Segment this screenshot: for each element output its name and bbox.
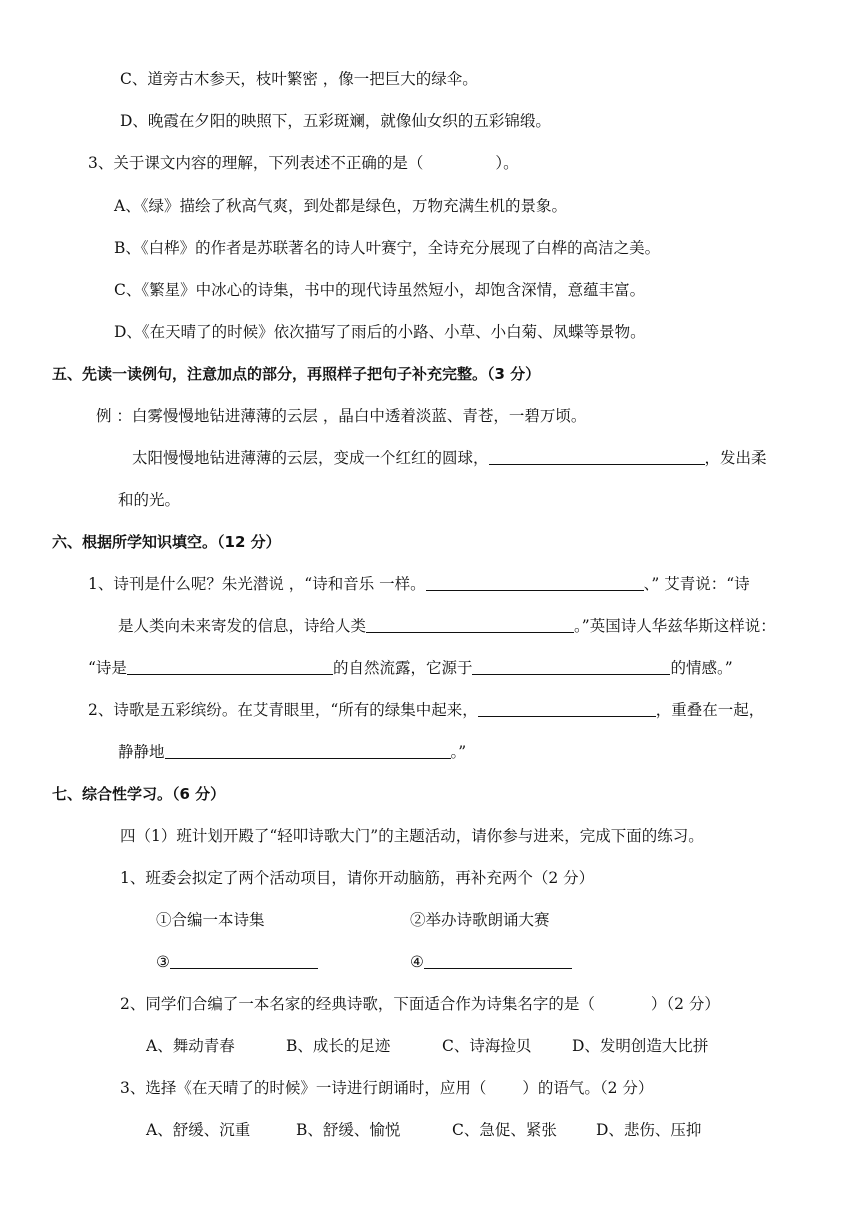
answer-blank[interactable]: [478, 700, 656, 717]
answer-blank[interactable]: [170, 952, 318, 969]
q2-option-c: C、诗海捡贝: [442, 1037, 532, 1055]
activity-option-4-label: ④: [410, 953, 424, 971]
activity-option-3: [156, 951, 318, 973]
q3b-option-d: D、悲伤、压抑: [596, 1121, 702, 1139]
section-7-q2: [120, 993, 720, 1015]
q2-option-b: B、成长的足迹: [286, 1037, 391, 1055]
question-3: [88, 152, 519, 174]
section-5-line-1-text: 太阳慢慢地钻进薄薄的云层，变成一个红红的圆球，: [132, 449, 489, 467]
section-5-line-1-end: ，发出柔: [704, 449, 767, 467]
q3b-option-b: B、舒缓、愉悦: [296, 1121, 401, 1139]
section-6-q2-end: ，重叠在一起，: [655, 701, 765, 719]
section-6-q1-line-3: [88, 657, 733, 679]
activity-option-3-label: ③: [156, 953, 170, 971]
answer-blank[interactable]: [472, 658, 670, 675]
q2-option-a: A、舞动青春: [146, 1037, 235, 1055]
option-d-line: D、晚霞在夕阳的映照下，五彩斑斓，就像仙女织的五彩锦缎。: [120, 112, 551, 130]
activity-option-4: [410, 951, 572, 973]
section-6-q1-line-3-start: “诗是: [88, 659, 127, 677]
section-6-q1-line-1: [88, 573, 750, 595]
section-6-q1-line-3-end: 的情感。”: [670, 659, 733, 677]
section-7-q3-end: ）的语气。（2 分）: [522, 1079, 654, 1097]
section-7-q3-text: 3、选择《在天晴了的时候》一诗进行朗诵时，应用（: [120, 1079, 487, 1097]
section-7-q1: 1、班委会拟定了两个活动项目，请你开动脑筋，再补充两个（2 分）: [120, 869, 595, 887]
question-3-end: ）。: [495, 154, 519, 172]
section-7-intro: 四（1）班计划开殿了“轻叩诗歌大门”的主题活动，请你参与进来，完成下面的练习。: [120, 827, 704, 845]
section-6-q1-line-2-text: 是人类向未来寄发的信息，诗给人类: [118, 617, 367, 635]
section-6-q2-line-2-end: 。”: [450, 743, 467, 761]
q3-option-c: C、《繁星》中冰心的诗集，书中的现代诗虽然短小，却饱含深情，意蕴丰富。: [114, 281, 646, 299]
section-7-q2-text: 2、同学们合编了一本名家的经典诗歌，下面适合作为诗集名字的是（: [120, 995, 595, 1013]
answer-blank[interactable]: [426, 574, 644, 591]
q3b-option-c: C、急促、紧张: [452, 1121, 557, 1139]
activity-option-2: ②举办诗歌朗诵大赛: [410, 911, 550, 929]
answer-blank[interactable]: [165, 742, 451, 759]
section-5-example: 例 ：白雾慢慢地钻进薄薄的云层 ，晶白中透着淡蓝、青苍，一碧万顷。: [96, 407, 587, 425]
answer-blank[interactable]: [366, 616, 574, 633]
section-7-q3: [120, 1077, 653, 1099]
section-7-heading: 七、综合性学习。（6 分）: [52, 785, 226, 803]
section-5-line-1: [132, 447, 767, 469]
q3-option-b: B、《白桦》的作者是苏联著名的诗人叶赛宁，全诗充分展现了白桦的高洁之美。: [114, 239, 661, 257]
section-6-q2-text: 2、诗歌是五彩缤纷。在艾青眼里，“所有的绿集中起来，: [88, 701, 478, 719]
answer-blank[interactable]: [424, 952, 572, 969]
option-c-line: C、道旁古木参天，枝叶繁密 ，像一把巨大的绿伞。: [120, 70, 478, 88]
section-6-q1-line-2: [118, 615, 776, 637]
answer-blank[interactable]: [489, 448, 705, 465]
q3-option-d: D、《在天晴了的时候》依次描写了雨后的小路、小草、小白菊、凤蝶等景物。: [114, 323, 646, 341]
section-6-q1-end: 、” 艾青说：“诗: [643, 575, 750, 593]
section-6-q2-line-1: [88, 699, 764, 721]
section-6-q1-line-2-end: 。”英国诗人华兹华斯这样说：: [574, 617, 776, 635]
q3b-option-a: A、舒缓、沉重: [146, 1121, 251, 1139]
section-5-heading: 五、先读一读例句，注意加点的部分，再照样子把句子补充完整。（3 分）: [52, 365, 541, 383]
section-6-q2-line-2-text: 静静地: [118, 743, 165, 761]
section-6-q1-text: 1、诗刊是什么呢？朱光潜说 ，“诗和音乐 一样。: [88, 575, 426, 593]
q2-option-d: D、发明创造大比拼: [572, 1037, 709, 1055]
section-6-q2-line-2: [118, 741, 466, 763]
section-7-q2-end: ）（2 分）: [650, 995, 720, 1013]
q3-option-a: A、《绿》描绘了秋高气爽，到处都是绿色，万物充满生机的景象。: [114, 197, 567, 215]
section-5-line-2: 和的光。: [118, 491, 181, 509]
section-6-q1-line-3-mid: 的自然流露，它源于: [332, 659, 473, 677]
activity-option-1: ①合编一本诗集: [156, 911, 265, 929]
answer-blank[interactable]: [127, 658, 333, 675]
question-3-text: 3、关于课文内容的理解，下列表述不正确的是（: [88, 154, 424, 172]
section-6-heading: 六、根据所学知识填空。（12 分）: [52, 533, 281, 551]
